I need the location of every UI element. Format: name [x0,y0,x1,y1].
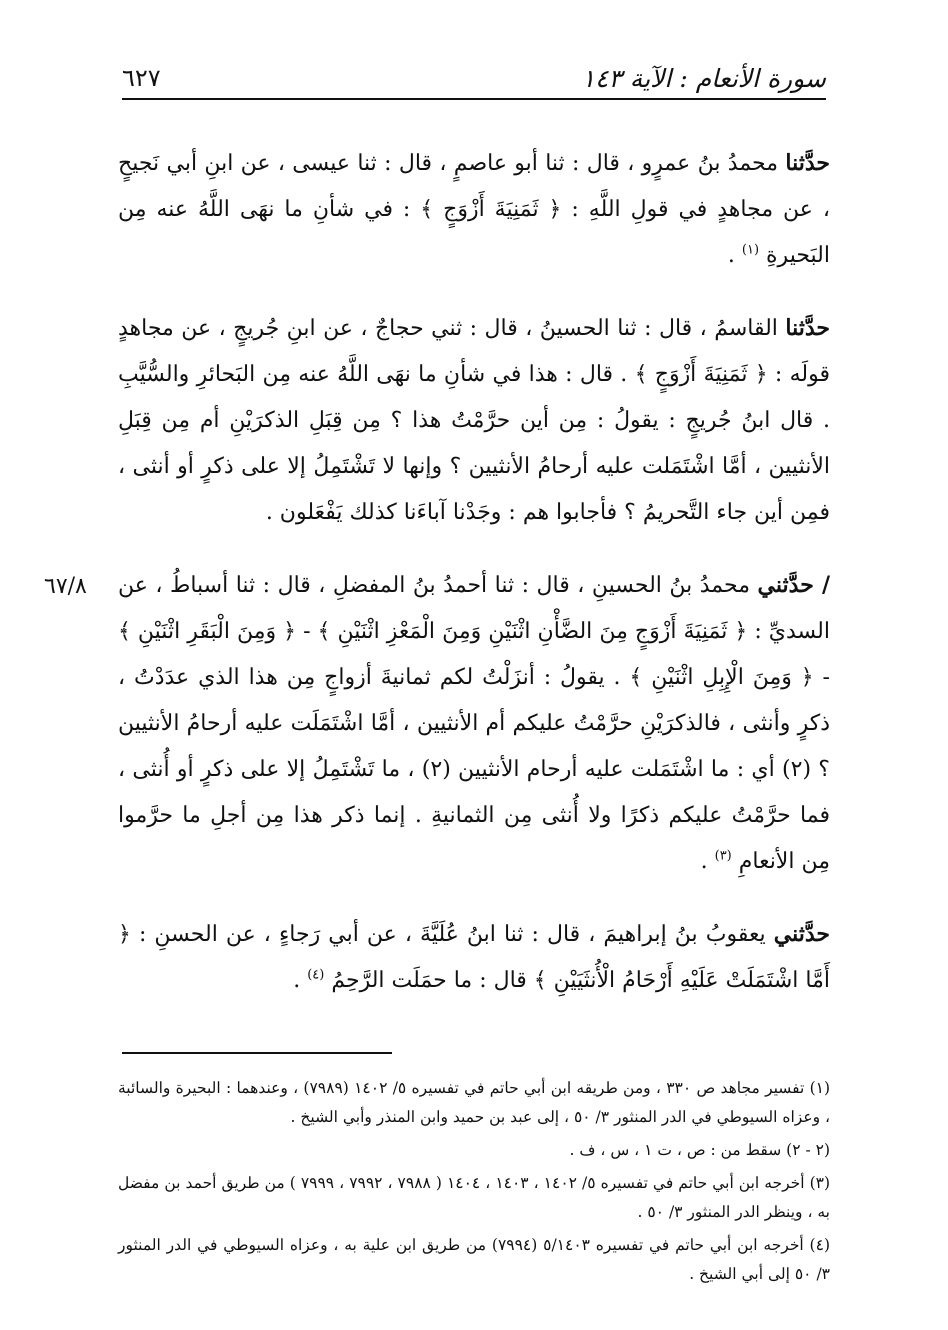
paragraph-end: . [293,968,308,993]
paragraph-text: محمدُ بنُ الحسينِ ، قال : ثنا أحمدُ بنُ المفضلِ ، قال : ثنا أسباطُ ، عن السديِّ : ﴿ ثَمَنِيَةَ أَزْوَجٍ مِنَ الضَّأْنِ اثْنَيْنِ وَمِنَ الْمَعْزِ اثْنَيْنِ ﴾ - ﴿ وَمِنَ الْبَقَرِ اثْنَيْنِ ﴾ - ﴿ وَمِنَ الْإِبِلِ اثْنَيْنِ ﴾ . يقولُ : أنزَلْتُ لكم ثمانيةَ أزواجٍ مِن هذا الذي عدَدْتُ ، ذكرٍ وأنثى ، فالذكرَيْنِ حرَّمْتُ عليكم أم الأنثيين ، أمَّا اشْتَمَلَت عليه أرحامُ الأنثيين ؟ (٢) أي : ما اشْتَمَلت عليه أرحام الأنثيين (٢) ، ما تَشْتَمِلُ إلا على ذكرٍ أو أُنثى ، فما حرَّمْتُ عليكم ذكرًا ولا أُنثى مِن الثمانيةِ . إنما ذكر هذا مِن أجلِ ما حرَّموا مِن الأنعامِ [118,573,830,874]
paragraph-1 [118,140,830,279]
page-number: ٦٢٧ [122,64,161,92]
footnote-4: (٤) أخرجه ابن أبي حاتم في تفسيره ٥/١٤٠٣ (٧٩٩٤) من طريق ابن علية به ، وعزاه السيوطي في الدر المنثور ٣/ ٥٠ إلى أبي الشيخ . [118,1236,830,1283]
paragraph-text: يعقوبُ بنُ إبراهيمَ ، قال : ثنا ابنُ عُلَيَّةَ ، عن أبي رَجاءٍ ، عن الحسنِ : ﴿ أَمَّا اشْتَمَلَتْ عَلَيْهِ أَرْحَامُ الْأُنثَيَيْنِ ﴾ قال : ما حمَلَت الرَّحِمُ [118,922,830,993]
paragraph-text: القاسمُ ، قال : ثنا الحسينُ ، قال : ثني حجاجٌ ، عن ابنِ جُريجٍ ، عن مجاهدٍ قولَه : ﴿ ثَمَنِيَةَ أَزْوَجٍ ﴾ . قال : هذا في شأنِ ما نهَى اللَّهُ عنه مِن البَحائرِ والسُّيَّبِ . قال ابنُ جُريجٍ : يقولُ : مِن أين حرَّمْتُ هذا ؟ مِن قِبَلِ الذكرَيْنِ أم مِن قِبَلِ الأنثيين ، أمَّا اشْتَمَلت عليه أرحامُ الأنثيين ؟ وإنها لا تَشْتَمِلُ إلا على ذكرٍ أو أنثى ، فمِن أين جاء التَّحريمُ ؟ فأجابوا هم : وجَدْنا آباءَنا كذلك يَفْعَلون . [118,316,830,525]
paragraph-4 [118,911,830,1004]
footnote-3: (٣) أخرجه ابن أبي حاتم في تفسيره ٥/ ١٤٠٢ ، ١٤٠٣ ، ١٤٠٤ ( ٧٩٨٨ ، ٧٩٩٢ ، ٧٩٩٩ ) من طريق أحمد بن مفضل به ، وينظر الدر المنثور ٣/ ٥٠ . [118,1174,831,1221]
narration-lead: حدَّثنا [785,315,830,341]
narration-lead: حدَّثني [773,921,830,947]
paragraph-end: . [700,849,715,874]
footnote-2: (٢ - ٢) سقط من : ص ، ت ١ ، س ، ف . [569,1141,830,1159]
footnote-ref: (٤) [307,967,325,983]
running-title: سورة الأنعام : الآية ١٤٣ [581,63,826,93]
narration-lead: حدَّثنا [785,150,830,176]
page-header [122,58,826,100]
margin-reference: ٦٧/٨ [44,574,87,599]
paragraph-3 [118,562,830,885]
footnotes [118,1074,830,1293]
paragraph-end: . [727,243,742,268]
paragraph-text: محمدُ بنُ عمرٍو ، قال : ثنا أبو عاصمٍ ، قال : ثنا عيسى ، عن ابنِ أبي نَجيحٍ ، عن مجاهدٍ في قولِ اللَّهِ : ﴿ ثَمَنِيَةَ أَزْوَجٍ ﴾ : في شأنِ ما نهَى اللَّهُ عنه مِن البَحيرةِ [118,151,830,268]
footnote-separator [122,1052,392,1054]
narration-lead: / حدَّثني [757,572,830,598]
paragraph-2 [118,305,830,536]
footnote-1: (١) تفسير مجاهد ص ٣٣٠ ، ومن طريقه ابن أبي حاتم في تفسيره ٥/ ١٤٠٢ (٧٩٨٩) ، وعندهما : البحيرة والسائبة ، وعزاه السيوطي في الدر المنثور ٣/ ٥٠ ، إلى عبد بن حميد وابن المنذر وأبي الشيخ . [118,1079,831,1126]
main-text [118,140,830,1026]
footnote-ref: (٣) [714,848,732,864]
footnote-ref: (١) [741,242,760,258]
